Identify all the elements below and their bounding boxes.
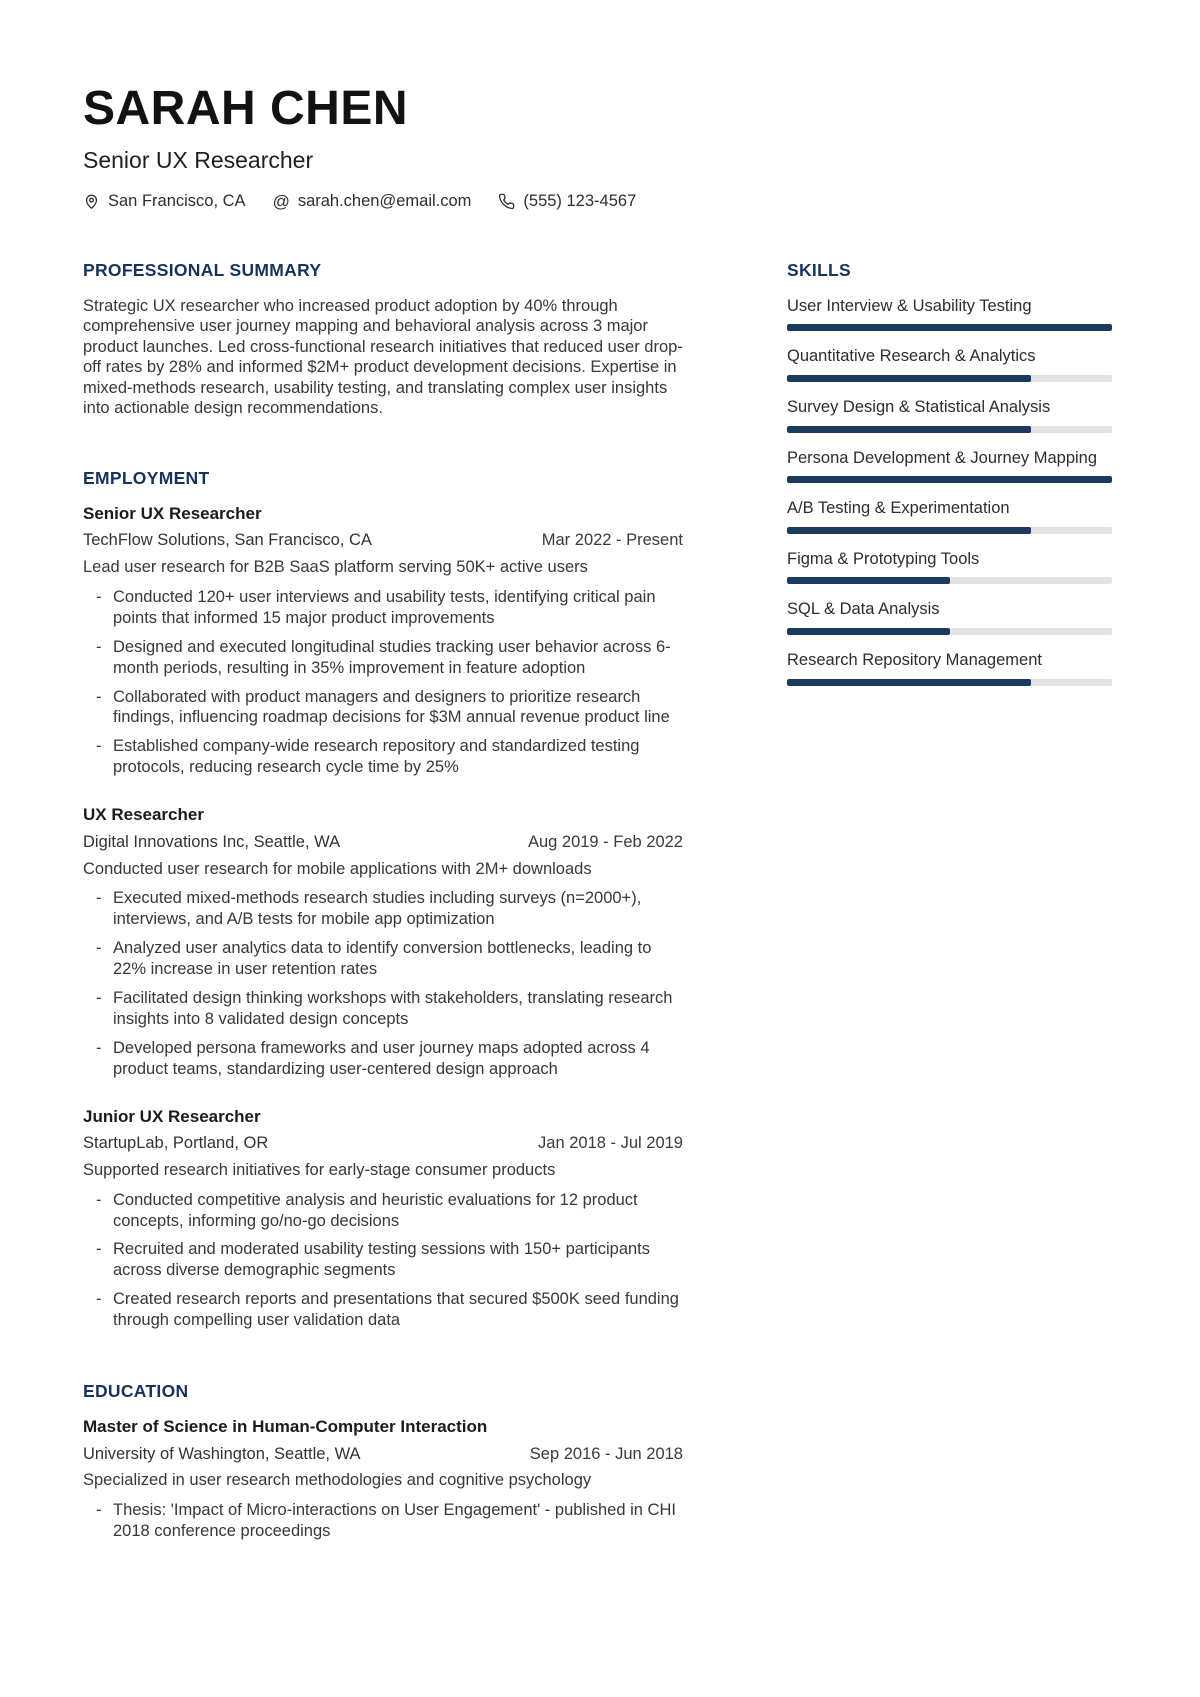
bullet-text: Collaborated with product managers and designers to prioritize research findings, influencing roadmap decisions for $3M annual revenue product line: [113, 687, 670, 727]
person-name: SARAH CHEN: [83, 82, 409, 135]
skill-bar-track: [787, 476, 1112, 483]
skills-list: [787, 296, 1112, 686]
bullet-text: Developed persona frameworks and user journey maps adopted across 4 product teams, standardizing user-centered design approach: [113, 1038, 650, 1078]
education-entry: [83, 1417, 683, 1542]
job-title: Junior UX Researcher: [83, 1106, 261, 1126]
bullet-dash: -: [96, 1240, 102, 1259]
skill-bar-track: [787, 679, 1112, 686]
degree-title: Master of Science in Human-Computer Interaction: [83, 1417, 488, 1437]
contact-phone: [498, 192, 636, 211]
education-heading: EDUCATION: [83, 1381, 189, 1402]
bullet-text: Established company-wide research repository and standardized testing protocols, reducing research cycle time by 25%: [113, 737, 640, 777]
skill-item: [787, 549, 1112, 585]
job-dates: Jan 2018 - Jul 2019: [538, 1134, 683, 1153]
contact-location: [83, 192, 246, 211]
section-skills: [787, 260, 1112, 686]
employment-heading: EMPLOYMENT: [83, 467, 210, 488]
skill-bar-track: [787, 426, 1112, 433]
at-sign-icon: @: [272, 191, 290, 211]
resume-header: [83, 84, 1112, 211]
bullet-dash: -: [96, 988, 102, 1007]
bullet-text: Recruited and moderated usability testing sessions with 150+ participants across diverse demographic segments: [113, 1240, 651, 1280]
skill-bar-fill: [787, 476, 1112, 483]
education-meta-row: [83, 1445, 683, 1465]
job-entry: [83, 805, 683, 1079]
job-company: Digital Innovations Inc, Seattle, WA: [83, 832, 341, 851]
bullet-item: [96, 637, 683, 679]
bullet-item: [96, 736, 683, 778]
education-bullet-list: [83, 1500, 683, 1542]
skill-item: [787, 397, 1112, 433]
bullet-dash: -: [96, 889, 102, 908]
job-title: Senior UX Researcher: [83, 503, 262, 523]
skill-label: SQL & Data Analysis: [787, 600, 940, 619]
bullet-item: [96, 1190, 683, 1232]
skill-label: Research Repository Management: [787, 651, 1042, 670]
bullet-item: [96, 1038, 683, 1080]
bullet-dash: -: [96, 1501, 102, 1520]
education-dates: Sep 2016 - Jun 2018: [529, 1444, 683, 1463]
skill-bar-fill: [787, 324, 1112, 331]
bullet-text: Designed and executed longitudinal studies tracking user behavior across 6-month periods, resulting in 35% improvement in feature adoption: [113, 637, 671, 677]
bullet-item: [96, 988, 683, 1030]
job-meta-row: [83, 833, 683, 853]
skill-bar-track: [787, 527, 1112, 534]
skill-item: [787, 498, 1112, 534]
bullet-item: [96, 888, 683, 930]
skill-bar-fill: [787, 375, 1031, 382]
job-dates: Mar 2022 - Present: [541, 531, 683, 550]
bullet-dash: -: [96, 1038, 102, 1057]
location-pin-icon: [83, 193, 100, 210]
skill-label: Quantitative Research & Analytics: [787, 347, 1036, 366]
job-title: UX Researcher: [83, 805, 204, 825]
content-columns: [83, 260, 1112, 1542]
job-entry: [83, 504, 683, 778]
contact-email: [273, 192, 472, 211]
main-column: [83, 260, 683, 1542]
skill-item: [787, 599, 1112, 635]
skill-bar-fill: [787, 527, 1031, 534]
skill-bar-fill: [787, 679, 1031, 686]
job-summary-line: Lead user research for B2B SaaS platform serving 50K+ active users: [83, 558, 588, 577]
job-company: TechFlow Solutions, San Francisco, CA: [83, 531, 372, 550]
bullet-dash: -: [96, 637, 102, 656]
contact-phone-text: (555) 123-4567: [523, 191, 637, 210]
bullet-text: Conducted 120+ user interviews and usability tests, identifying critical pain points that informed 15 major product improvements: [113, 587, 656, 627]
institution: University of Washington, Seattle, WA: [83, 1444, 361, 1463]
section-professional-summary: [83, 260, 683, 419]
skill-item: [787, 296, 1112, 332]
bullet-dash: -: [96, 1290, 102, 1309]
summary-heading: PROFESSIONAL SUMMARY: [83, 259, 322, 280]
job-meta-row: [83, 1134, 683, 1154]
bullet-text: Thesis: 'Impact of Micro-interactions on User Engagement' - published in CHI 2018 conference proceedings: [113, 1501, 676, 1541]
bullet-dash: -: [96, 587, 102, 606]
skills-column: [787, 260, 1112, 701]
skill-item: [787, 346, 1112, 382]
phone-icon: [498, 193, 515, 210]
job-bullet-list: [83, 888, 683, 1080]
job-company: StartupLab, Portland, OR: [83, 1134, 269, 1153]
section-employment: [83, 468, 683, 1331]
skill-bar-track: [787, 375, 1112, 382]
skill-item: [787, 650, 1112, 686]
skill-item: [787, 448, 1112, 484]
bullet-item: [96, 938, 683, 980]
bullet-item: [96, 687, 683, 729]
skill-bar-track: [787, 577, 1112, 584]
summary-text: Strategic UX researcher who increased product adoption by 40% through comprehensive user journey mapping and behavioral analysis across 3 major product launches. Led cross-functional research initiatives that reduced user drop-off rates by 28% and informed $2M+ product development decisions. Expertise in mixed-methods research, usability testing, and translating complex user insights into actionable design recommendations.: [83, 296, 683, 418]
contact-location-text: San Francisco, CA: [108, 191, 246, 210]
bullet-dash: -: [96, 737, 102, 756]
job-entry: [83, 1107, 683, 1332]
skill-bar-fill: [787, 577, 950, 584]
job-meta-row: [83, 531, 683, 551]
bullet-dash: -: [96, 1190, 102, 1209]
section-education: [83, 1381, 683, 1542]
skill-label: Survey Design & Statistical Analysis: [787, 397, 1051, 416]
skill-label: Figma & Prototyping Tools: [787, 549, 980, 568]
bullet-text: Analyzed user analytics data to identify conversion bottlenecks, leading to 22% increase in user retention rates: [113, 939, 652, 978]
education-summary-line: Specialized in user research methodologies and cognitive psychology: [83, 1471, 592, 1490]
bullet-text: Executed mixed-methods research studies including surveys (n=2000+), interviews, and A/B tests for mobile app optimization: [113, 889, 642, 929]
skill-bar-track: [787, 628, 1112, 635]
job-bullet-list: [83, 587, 683, 779]
jobs-list: [83, 504, 683, 1331]
contact-row: [83, 192, 1112, 211]
contact-email-text: sarah.chen@email.com: [297, 191, 472, 210]
job-summary-line: Conducted user research for mobile applications with 2M+ downloads: [83, 859, 592, 878]
bullet-text: Facilitated design thinking workshops with stakeholders, translating research insights into 8 validated design concepts: [113, 988, 673, 1028]
bullet-item: [96, 1289, 683, 1331]
bullet-text: Conducted competitive analysis and heuristic evaluations for 12 product concepts, informing go/no-go decisions: [113, 1190, 638, 1230]
bullet-dash: -: [96, 687, 102, 706]
skill-label: Persona Development & Journey Mapping: [787, 448, 1098, 467]
job-dates: Aug 2019 - Feb 2022: [527, 832, 683, 851]
skill-bar-track: [787, 324, 1112, 331]
bullet-item: [96, 1239, 683, 1281]
bullet-dash: -: [96, 939, 102, 958]
skill-bar-fill: [787, 426, 1031, 433]
education-list: [83, 1417, 683, 1542]
skill-bar-fill: [787, 628, 950, 635]
job-bullet-list: [83, 1190, 683, 1332]
bullet-item: [96, 587, 683, 629]
job-summary-line: Supported research initiatives for early-stage consumer products: [83, 1160, 556, 1179]
skills-heading: SKILLS: [787, 259, 852, 280]
skill-label: User Interview & Usability Testing: [787, 296, 1032, 315]
skill-label: A/B Testing & Experimentation: [787, 499, 1010, 518]
bullet-item: [96, 1500, 683, 1542]
bullet-text: Created research reports and presentations that secured $500K seed funding through compelling user validation data: [113, 1290, 679, 1330]
person-job-title: Senior UX Researcher: [83, 147, 314, 174]
